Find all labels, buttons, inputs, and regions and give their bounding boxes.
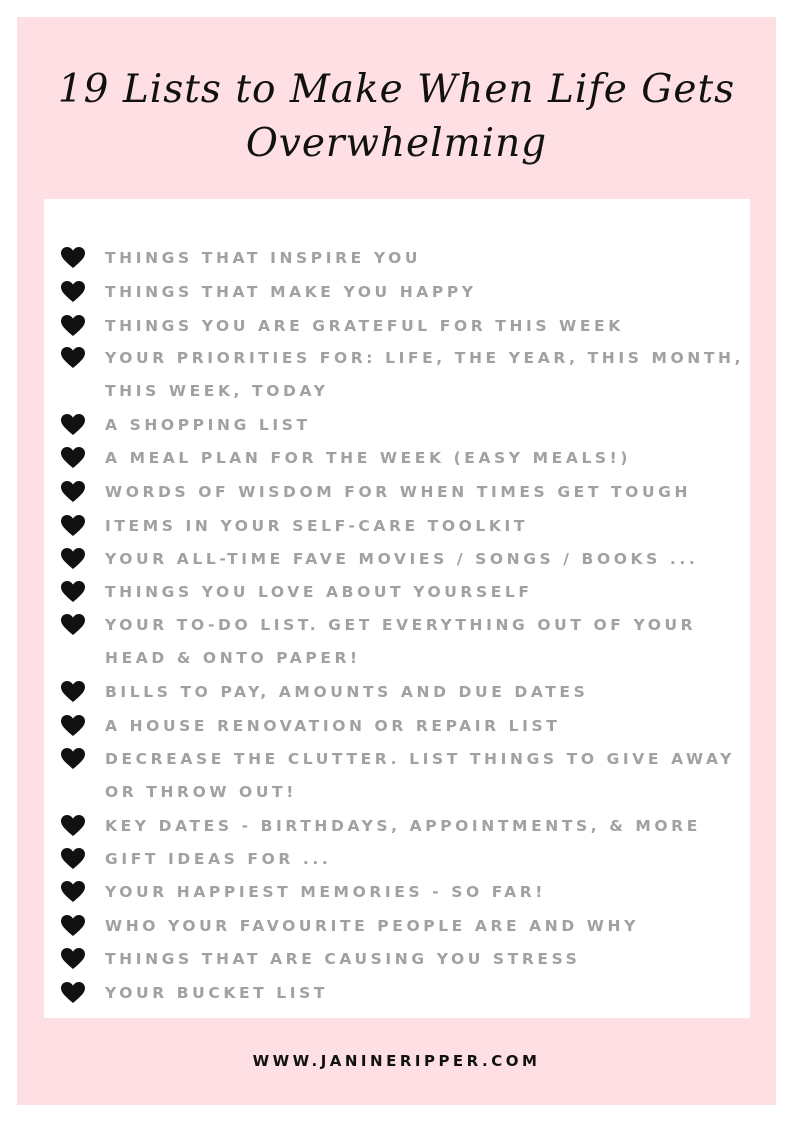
list-item-label: DECREASE THE CLUTTER. LIST THINGS TO GIVE AWAY OR THROW OUT! bbox=[105, 750, 735, 801]
list-item-label: YOUR HAPPIEST MEMORIES - SO FAR! bbox=[105, 883, 546, 901]
list-item-label: A HOUSE RENOVATION OR REPAIR LIST bbox=[105, 717, 561, 735]
list-item-label: YOUR TO-DO LIST. GET EVERYTHING OUT OF YOUR HEAD & ONTO PAPER! bbox=[105, 616, 697, 667]
list-item-label: WORDS OF WISDOM FOR WHEN TIMES GET TOUGH bbox=[105, 483, 692, 501]
website-footer: WWW.JANINERIPPER.COM bbox=[252, 1052, 541, 1070]
heart-icon bbox=[61, 614, 85, 636]
heart-icon bbox=[61, 447, 85, 469]
heart-icon bbox=[61, 315, 85, 337]
heart-icon bbox=[61, 748, 85, 770]
heart-icon bbox=[61, 548, 85, 570]
heart-icon bbox=[61, 982, 85, 1004]
list-item-label: KEY DATES - BIRTHDAYS, APPOINTMENTS, & MORE bbox=[105, 817, 701, 835]
heart-icon bbox=[61, 281, 85, 303]
heart-icon bbox=[61, 681, 85, 703]
list-item-label: THINGS THAT MAKE YOU HAPPY bbox=[105, 283, 477, 301]
title-line-2: Overwhelming bbox=[245, 121, 548, 166]
heart-icon bbox=[61, 247, 85, 269]
heart-icon bbox=[61, 581, 85, 603]
list-item-label: THINGS YOU ARE GRATEFUL FOR THIS WEEK bbox=[105, 317, 624, 335]
heart-icon bbox=[61, 915, 85, 937]
heart-icon bbox=[61, 481, 85, 503]
list-item-label: ITEMS IN YOUR SELF-CARE TOOLKIT bbox=[105, 517, 529, 535]
heart-icon bbox=[61, 715, 85, 737]
list-item-label: THINGS YOU LOVE ABOUT YOURSELF bbox=[105, 583, 533, 601]
list-item-label: A SHOPPING LIST bbox=[105, 416, 311, 434]
heart-icon bbox=[61, 881, 85, 903]
list-item-label: THINGS THAT INSPIRE YOU bbox=[105, 249, 422, 267]
list-item-label: BILLS TO PAY, AMOUNTS AND DUE DATES bbox=[105, 683, 589, 701]
pink-sheet bbox=[17, 17, 776, 1105]
heart-icon bbox=[61, 347, 85, 369]
heart-icon bbox=[61, 948, 85, 970]
list-item-label: A MEAL PLAN FOR THE WEEK (EASY MEALS!) bbox=[105, 449, 632, 467]
list-item-label: GIFT IDEAS FOR ... bbox=[105, 850, 332, 868]
list-item-label: YOUR BUCKET LIST bbox=[105, 984, 329, 1002]
heart-icon bbox=[61, 515, 85, 537]
list-item-label: THINGS THAT ARE CAUSING YOU STRESS bbox=[105, 950, 581, 968]
list-item-label: YOUR PRIORITIES FOR: LIFE, THE YEAR, THIS MONTH, THIS WEEK, TODAY bbox=[105, 349, 745, 400]
title-line-1: 19 Lists to Make When Life Gets bbox=[57, 67, 736, 112]
list-item-label: YOUR ALL-TIME FAVE MOVIES / SONGS / BOOKS ... bbox=[105, 550, 699, 568]
heart-icon bbox=[61, 414, 85, 436]
page-title bbox=[17, 63, 776, 171]
list-item-label: WHO YOUR FAVOURITE PEOPLE ARE AND WHY bbox=[105, 917, 639, 935]
heart-icon bbox=[61, 815, 85, 837]
list-card bbox=[44, 199, 750, 1018]
heart-icon bbox=[61, 848, 85, 870]
